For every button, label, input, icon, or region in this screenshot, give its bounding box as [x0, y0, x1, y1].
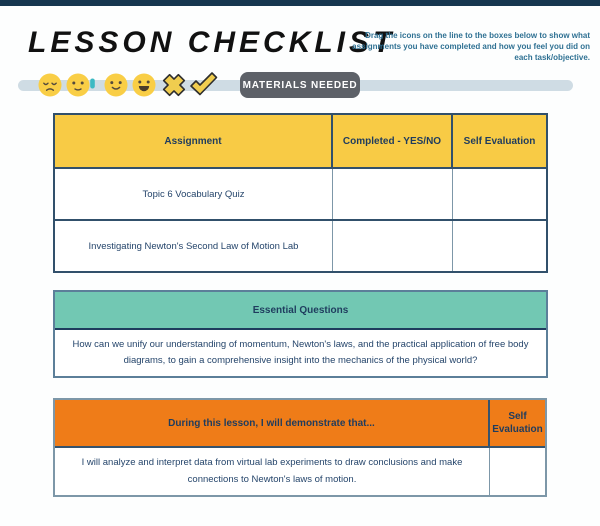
objectives-table — [53, 398, 547, 497]
objectives-table-header — [55, 400, 545, 448]
assignment-name-cell: Investigating Newton's Second Law of Motion Lab — [55, 221, 333, 271]
completed-drop-cell[interactable] — [333, 169, 453, 219]
objectives-self-evaluation-header: Self Evaluation — [492, 411, 543, 435]
assignment-column-header: Assignment — [55, 115, 333, 167]
essential-questions-header: Essential Questions — [55, 292, 546, 330]
essential-questions-section — [53, 290, 548, 378]
completed-column-header: Completed - YES/NO — [333, 115, 453, 167]
drag-instructions-text: Drag the icons on the line to the boxes below to show what assignments you have completed and how you feel you did on each task/objective. — [352, 31, 590, 63]
objective-self-evaluation-drop-cell[interactable] — [490, 448, 545, 495]
table-row — [55, 448, 545, 495]
assignment-table — [53, 113, 548, 273]
self-evaluation-column-header: Self Evaluation — [463, 135, 536, 147]
cross-mark-icon[interactable] — [161, 72, 187, 98]
disappointed-face-icon[interactable] — [38, 73, 62, 97]
assignment-table-header — [55, 115, 546, 167]
materials-needed-button[interactable]: MATERIALS NEEDED — [240, 72, 360, 98]
objectives-column-header: During this lesson, I will demonstrate that... — [55, 400, 490, 446]
top-accent-bar — [0, 0, 600, 6]
page-title: LESSON CHECKLIST — [28, 26, 396, 59]
table-row — [55, 219, 546, 271]
completed-drop-cell[interactable] — [333, 221, 453, 271]
check-mark-icon[interactable] — [188, 71, 218, 98]
objective-text-cell: I will analyze and interpret data from virtual lab experiments to draw conclusions and make connections to Newton's laws of motion. — [55, 448, 490, 495]
assignment-name-cell: Topic 6 Vocabulary Quiz — [55, 169, 333, 219]
self-evaluation-drop-cell[interactable] — [453, 169, 546, 219]
slightly-happy-face-icon[interactable] — [104, 73, 128, 97]
essential-questions-text: How can we unify our understanding of momentum, Newton's laws, and the practical application of free body diagrams, to gain a comprehensive insight into the mechanics of the physical world? — [55, 330, 546, 376]
worried-face-sweat-icon[interactable] — [66, 73, 96, 97]
table-row — [55, 167, 546, 219]
self-evaluation-drop-cell[interactable] — [453, 221, 546, 271]
grinning-face-icon[interactable] — [132, 73, 156, 97]
